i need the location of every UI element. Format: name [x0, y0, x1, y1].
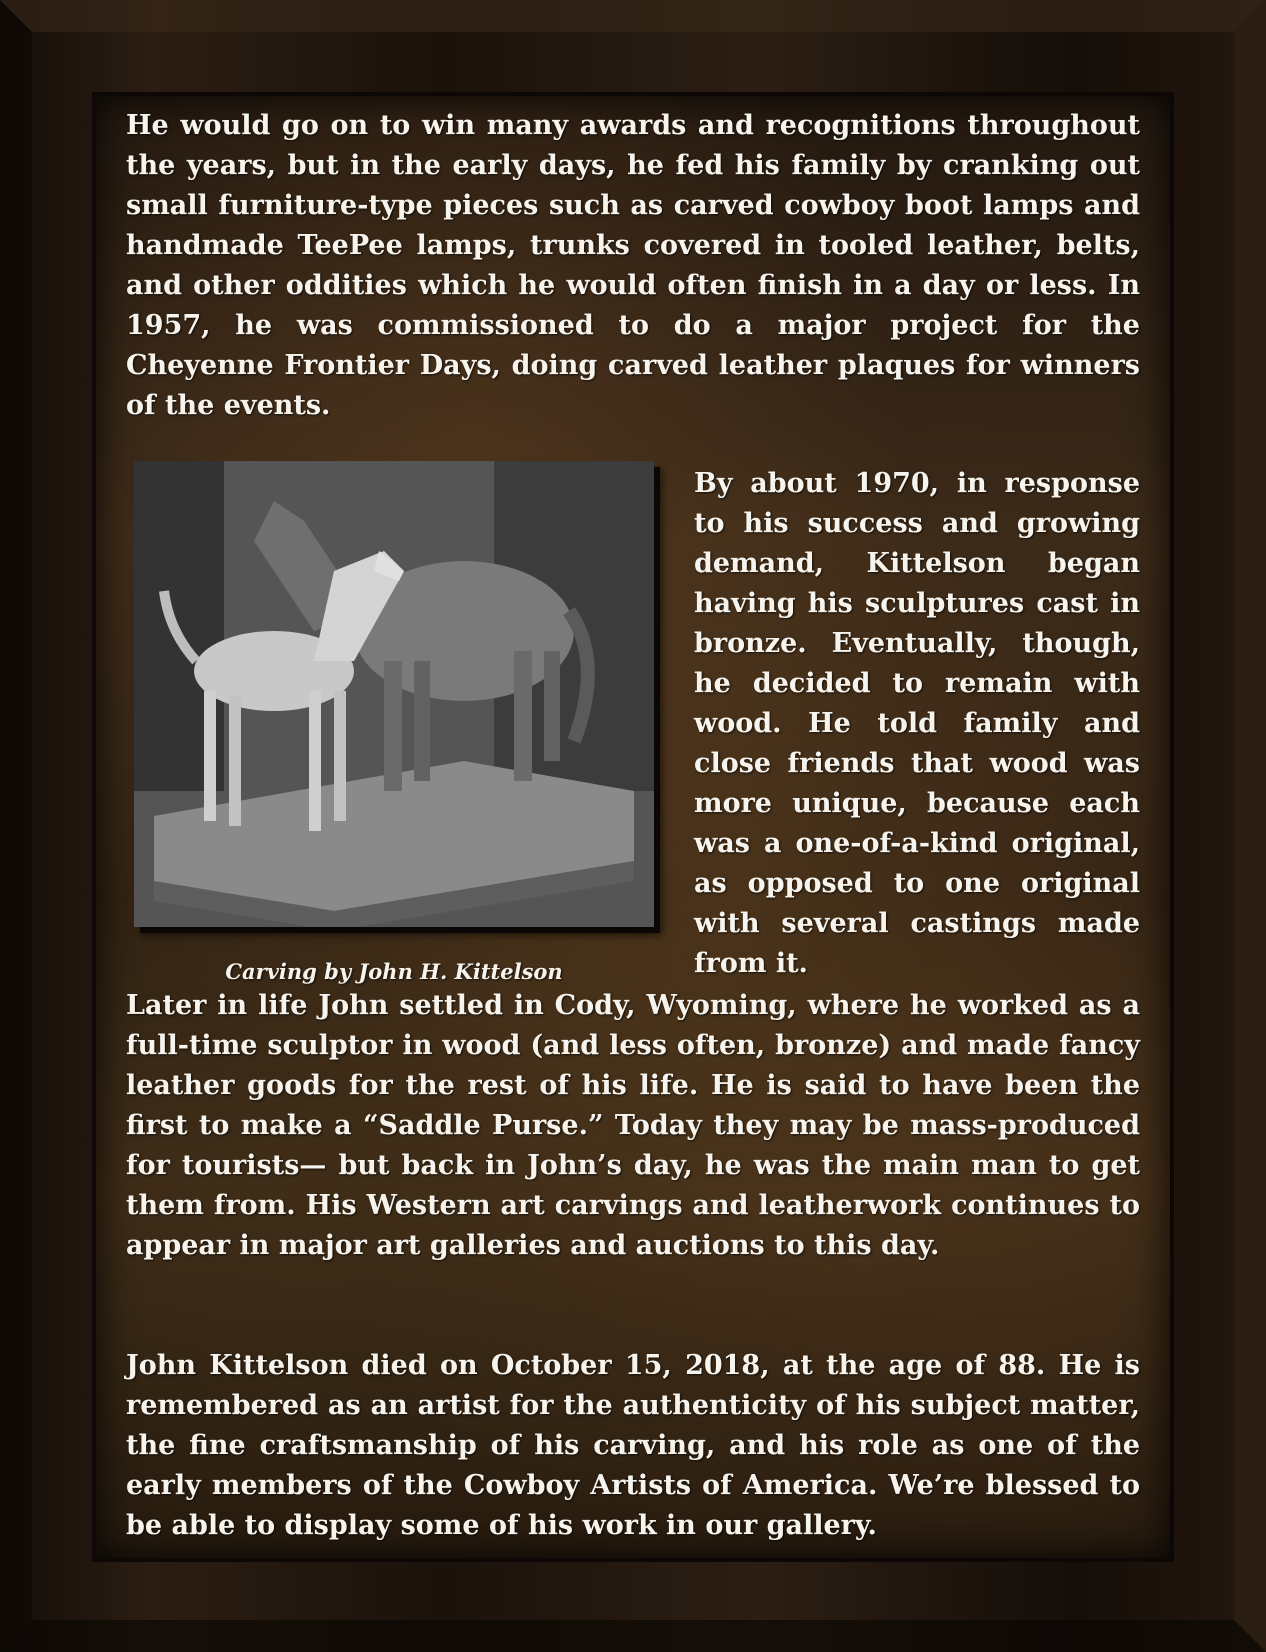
paragraph-bronze-casting: By about 1970, in response to his success and growing demand, Kittelson began having his sculptures cast in bronze. Eventually, though, he decided to remain with wood. He told family and close friends that wood was more unique, because each was a one-of-a-kind original, as opposed to one original with several castings made from it.: [694, 468, 1140, 979]
paragraph-death-legacy: John Kittelson died on October 15, 2018, at the age of 88. He is remembered as an artist for the authenticity of his subject matter, the fine craftsmanship of his carving, and his role as one of the early members of the Cowboy Artists of America. We’re blessed to be able to display some of his work in our gallery.: [126, 1350, 1140, 1541]
painted-background-panel: [96, 96, 1170, 1558]
horse-carving-illustration: [134, 461, 654, 927]
paragraph-later-life: Later in life John settled in Cody, Wyoming, where he worked as a full-time sculptor in wood (and less often, bronze) and made fancy leather goods for the rest of his life. He is said to have been the first to make a “Saddle Purse.” Today they may be mass-produced for tourists— but back in John’s day, he was the main man to get them from. His Western art carvings and leatherwork continues to appear in major art galleries and auctions to this day.: [126, 990, 1140, 1261]
horse-carving-photo: [134, 461, 654, 927]
paragraph-early-career: He would go on to win many awards and recognitions throughout the years, but in the early days, he fed his family by cranking out small furniture-type pieces such as carved cowboy boot lamps and handmade TeePee lamps, trunks covered in tooled leather, belts, and other oddities which he would often finish in a day or less. In 1957, he was commissioned to do a major project for the Cheyenne Frontier Days, doing carved leather plaques for winners of the events.: [126, 110, 1140, 421]
photo-caption: Carving by John H. Kittelson: [225, 959, 563, 984]
